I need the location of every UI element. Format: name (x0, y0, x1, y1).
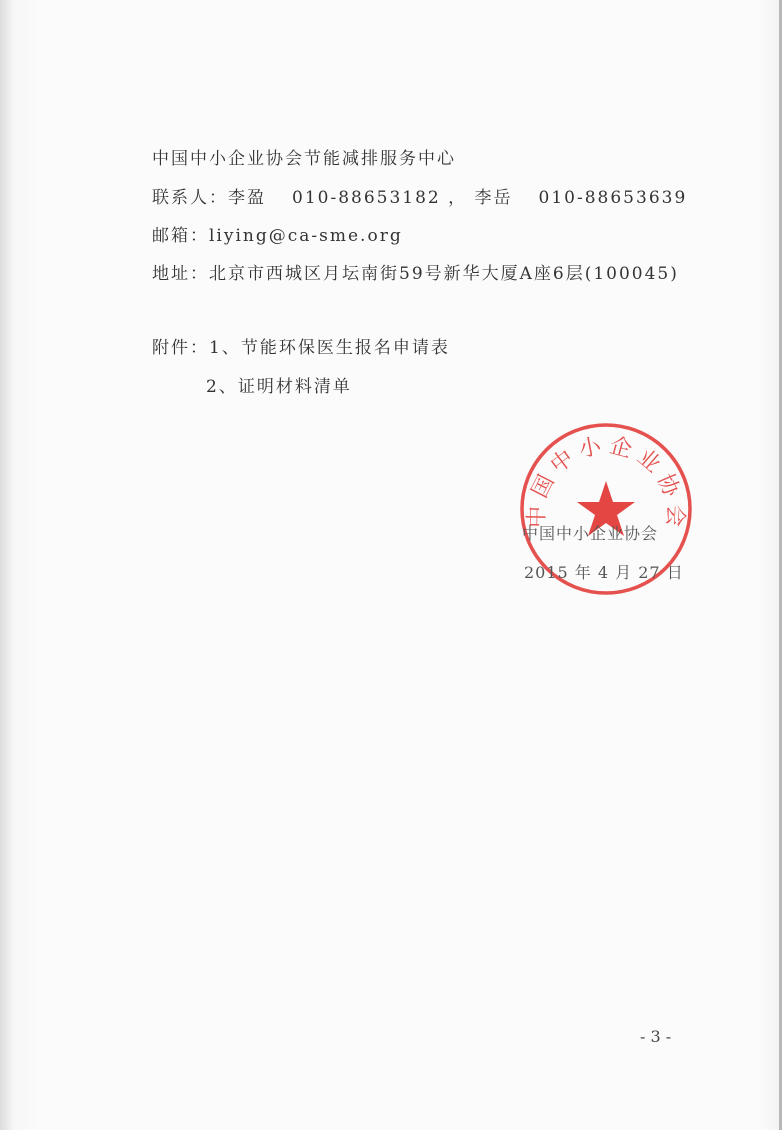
email-label: 邮箱： (152, 226, 209, 246)
email-line (152, 221, 403, 246)
organization-name: 中国中小企业协会节能减排服务中心 (152, 149, 456, 169)
address-line (152, 259, 679, 284)
contact-separator: ， (448, 188, 468, 208)
seal-arc-text: 中国中小企业协会 (524, 432, 688, 534)
email-address: liying@ca-sme.org (209, 226, 403, 246)
contact-person-2: 李岳 (474, 188, 513, 208)
contact-line (152, 183, 687, 208)
attachment-line-1 (152, 333, 450, 358)
contact-label: 联系人： (152, 188, 228, 208)
page-number: - 3 - (640, 1027, 672, 1046)
attachment-item-1: 1、节能环保医生报名申请表 (209, 338, 450, 358)
attachment-label: 附件： (152, 338, 209, 358)
address-text: 北京市西城区月坛南街59号新华大厦A座6层(100045) (209, 264, 679, 284)
signature-organization: 中国中小企业协会 (522, 524, 659, 543)
contact-person-1: 李盈 (228, 188, 266, 208)
contact-phone-2: 010-88653639 (538, 188, 688, 208)
attachment-item-2: 2、证明材料清单 (206, 377, 352, 397)
address-label: 地址： (152, 264, 209, 284)
contact-phone-1: 010-88653182 (292, 188, 441, 208)
signature-date: 2015 年 4 月 27 日 (524, 563, 684, 582)
